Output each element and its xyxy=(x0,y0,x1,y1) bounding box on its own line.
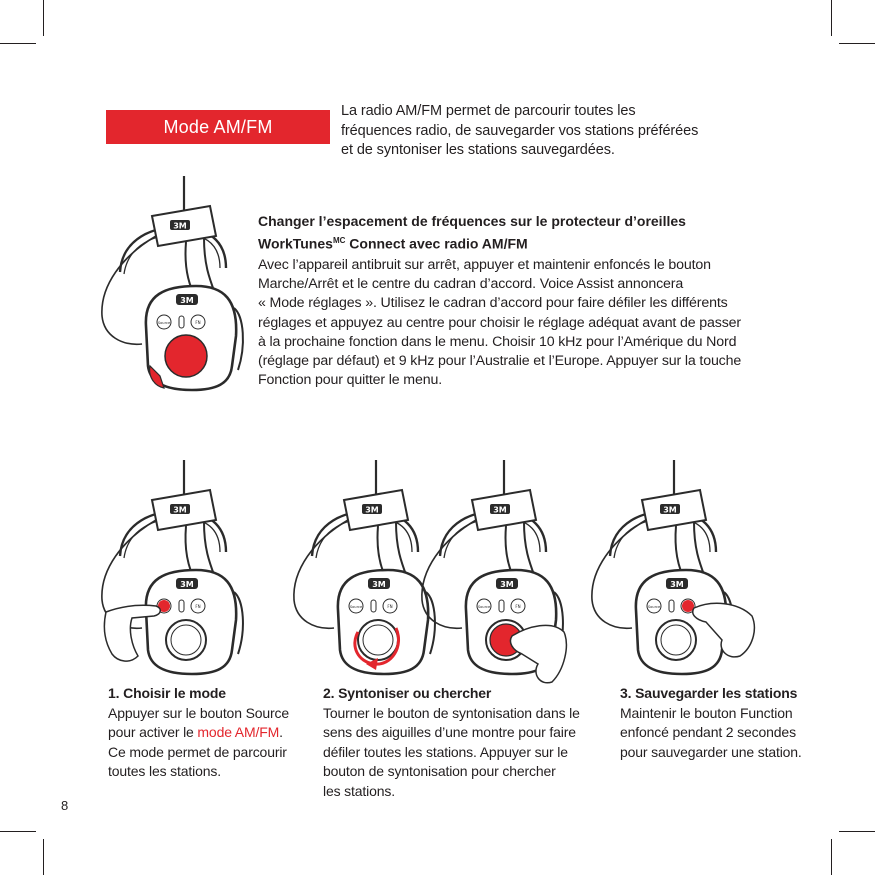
step-3: 3. Sauvegarder les stations Maintenir le bouton Function enfoncé pendant 2 secondes pour sauvegarder une station. xyxy=(620,685,802,760)
crop-mark xyxy=(43,0,44,36)
crop-mark xyxy=(0,831,36,832)
step-1: 1. Choisir le mode Appuyer sur le bouton Source pour activer le mode AM/FM. Ce mode permet de parcourir toutes les stations. xyxy=(108,685,290,779)
intro-text: La radio AM/FM permet de parcourir toutes les fréquences radio, de sauvegarder vos stations préférées et de syntoniser les stations sauvegardées. xyxy=(341,103,699,158)
headset-illustration-step3 xyxy=(582,460,762,680)
section-body: Avec l’appareil antibruit sur arrêt, appuyer et maintenir enfoncés le bouton Marche/Arrêt et le centre du cadran d’accord. Voice Assist annoncera « Mode réglages ». Utilisez le cadran d’accord pour faire défiler les différents réglages et appuyez au centre pour choisir le réglage adéquat avant de passer à la prochaine fonction dans le menu. Choisir 10 kHz pour l’Amérique du Nord (réglage par défaut) et 9 kHz pour l’Australie et l’Europe. Appuyer sur la touche Fonction pour quitter le menu. xyxy=(258,257,742,389)
mode-link: mode AM/FM xyxy=(197,724,280,740)
crop-mark xyxy=(43,839,44,875)
headset-illustration-step1 xyxy=(92,460,252,680)
section-title: Changer l’espacement de fréquences sur le protecteur d’oreilles WorkTunes$^{MC}$ Connect avec radio AM/FM xyxy=(258,213,686,252)
page-number: 8 xyxy=(61,798,69,813)
crop-mark xyxy=(0,43,36,44)
crop-mark xyxy=(839,831,875,832)
mode-badge: Mode AM/FM xyxy=(106,110,330,144)
crop-mark xyxy=(831,839,832,875)
dial-pressed-indicator xyxy=(165,335,207,377)
crop-mark xyxy=(831,0,832,36)
step-2: 2. Syntoniser ou chercher Tourner le bouton de syntonisation dans le sens des aiguilles d’une montre pour faire défiler toutes les stations. Appuyer sur le bouton de syntonisation pour chercher les stations. xyxy=(323,685,580,799)
crop-mark xyxy=(839,43,875,44)
headset-illustration-top xyxy=(92,176,252,396)
headset-illustration-step2-press xyxy=(412,460,572,690)
